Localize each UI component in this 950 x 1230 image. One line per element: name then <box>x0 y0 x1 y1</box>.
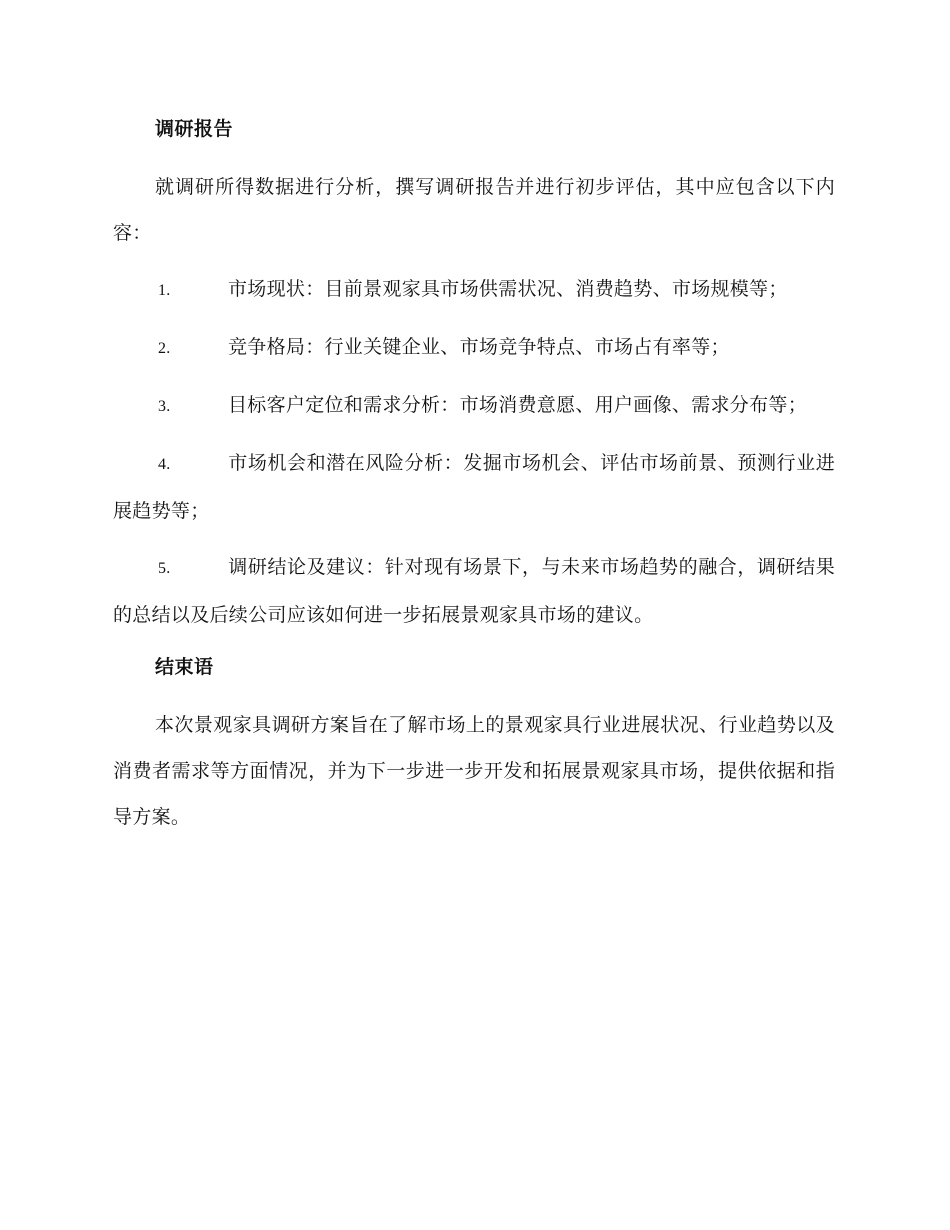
list-item-text: 调研结论及建议：针对现有场景下，与未来市场趋势的融合，调研结果的总结以及后续公司应该如何进一步拓展景观家具市场的建议。 <box>113 556 835 626</box>
list-item-number: 3. <box>158 398 171 415</box>
list-item-number: 5. <box>158 560 171 577</box>
list-item-text: 目标客户定位和需求分析：市场消费意愿、用户画像、需求分布等； <box>228 394 808 416</box>
section-heading-research-report: 调研报告 <box>155 118 234 140</box>
section-heading-conclusion: 结束语 <box>155 656 214 678</box>
list-item <box>113 324 835 372</box>
document-body <box>113 110 835 840</box>
list-item-number: 1. <box>158 282 171 299</box>
intro-paragraph: 就调研所得数据进行分析，撰写调研报告并进行初步评估，其中应包含以下内容： <box>113 176 835 244</box>
list-item-text: 竞争格局：行业关键企业、市场竞争特点、市场占有率等； <box>228 336 730 358</box>
list-item-text: 市场现状：目前景观家具市场供需状况、消费趋势、市场规模等； <box>228 278 788 300</box>
conclusion-paragraph: 本次景观家具调研方案旨在了解市场上的景观家具行业进展状况、行业趋势以及消费者需求等方面情况，并为下一步进一步开发和拓展景观家具市场，提供依据和指导方案。 <box>113 714 835 828</box>
list-item-number: 2. <box>158 340 171 357</box>
list-item <box>113 440 835 534</box>
list-item <box>113 544 835 638</box>
list-item <box>113 382 835 430</box>
list-item <box>113 266 835 314</box>
list-item-number: 4. <box>158 456 171 473</box>
list-item-text: 市场机会和潜在风险分析：发掘市场机会、评估市场前景、预测行业进展趋势等； <box>113 452 835 522</box>
